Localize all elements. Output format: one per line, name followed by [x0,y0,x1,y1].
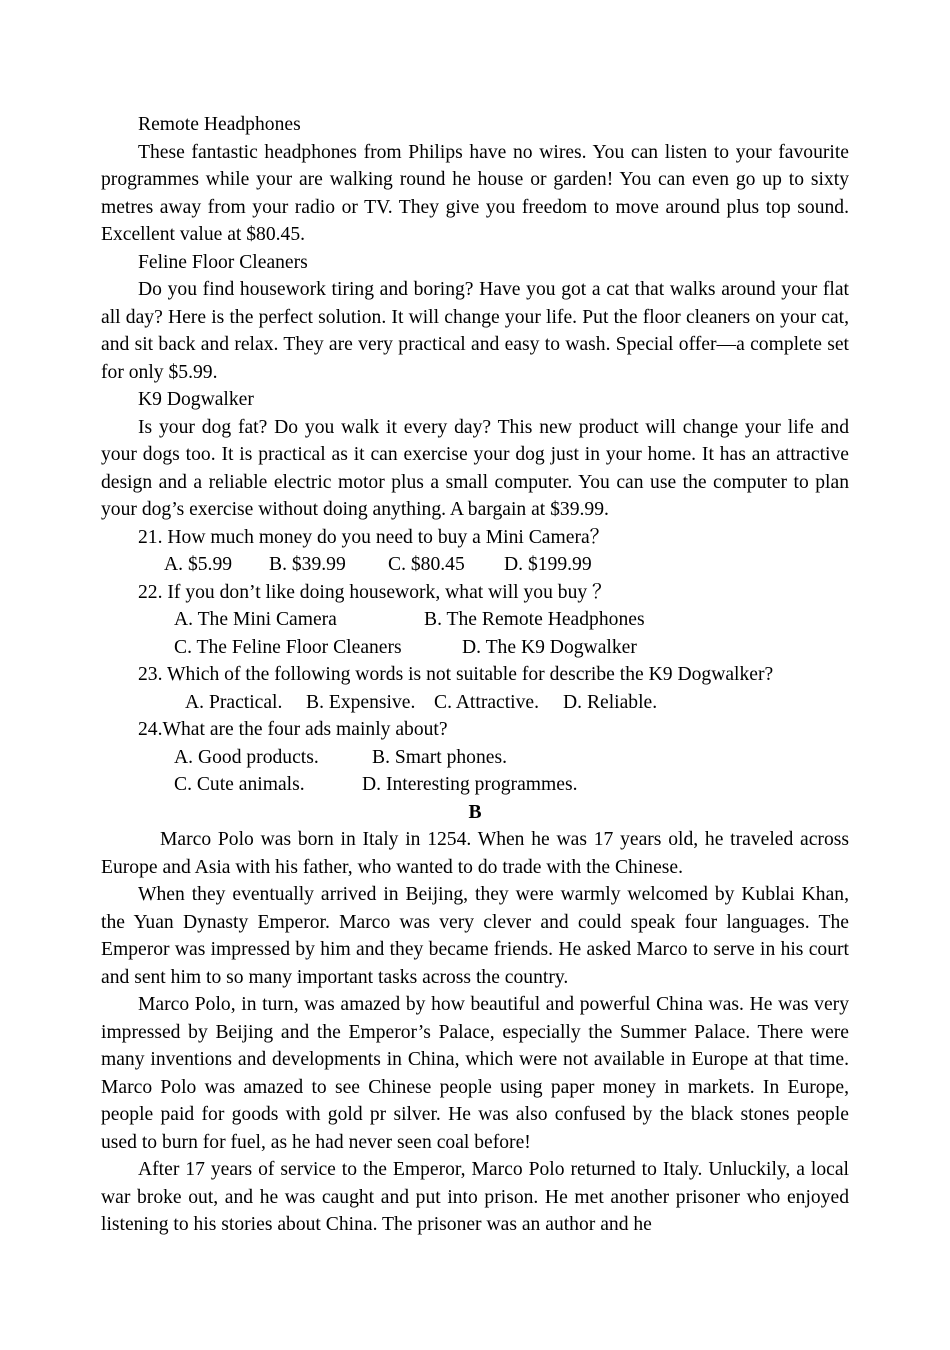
question-24-options-row-2 [101,771,849,799]
question-21-option-c: C. $80.45 [388,554,465,575]
question-22-options-row-1 [101,606,849,634]
question-21-option-a: A. $5.99 [164,554,233,575]
ad-title-remote-headphones: Remote Headphones [138,114,301,135]
ad-body-k9-dogwalker: Is your dog fat? Do you walk it every day? This new product will change your life and your dogs too. It is practical as it can exercise your dog just in your home. It has an attractive design and a reliable electric motor plus a small computer. You can use the computer to plan your dog’s exercise without doing anything. A bargain at $39.99. [101,416,849,520]
question-22-option-d: D. The K9 Dogwalker [462,636,637,658]
question-22-option-b: B. The Remote Headphones [424,609,645,630]
ad-body-remote-headphones: These fantastic headphones from Philips have no wires. You can listen to your favourite programmes while your are walking round he house or garden! You can even go up to sixty metres away from your radio or TV. They give you freedom to move around plus top sound. Excellent value at $80.45. [101,141,849,245]
question-21-option-d: D. $199.99 [504,554,592,575]
question-24-options-row-1 [101,744,849,772]
question-23-option-b: B. Expensive. [306,691,416,713]
document-page [101,111,849,1239]
passage-b-paragraph-2: When they eventually arrived in Beijing, they were warmly welcomed by Kublai Khan, the Yuan Dynasty Emperor. Marco was very clever and could speak four languages. The Emperor was impressed by him and they became friends. He asked Marco to serve in his court and sent him to so many important tasks across the country. [101,884,849,988]
question-23-stem: 23. Which of the following words is not suitable for describe the K9 Dogwalker? [138,664,774,685]
question-22-options-row-2 [101,634,849,662]
question-23-option-c: C. Attractive. [434,691,540,713]
question-23-option-d: D. Reliable. [563,691,658,713]
ad-body-feline-floor-cleaners: Do you find housework tiring and boring? Have you got a cat that walks around your flat all day? Here is the perfect solution. It will change your life. Put the floor cleaners on your cat, and sit back and relax. They are very practical and easy to wash. Special offer—a complete set for only $5.99. [101,279,849,383]
question-24-option-a: A. Good products. [174,746,319,768]
question-23-options [101,689,849,717]
question-24-option-b: B. Smart phones. [372,746,507,768]
question-23-option-a: A. Practical. [185,691,283,713]
question-22-option-c: C. The Feline Floor Cleaners [174,636,402,658]
question-21-stem: 21. How much money do you need to buy a Mini Camera？ [138,526,610,548]
question-22-option-a: A. The Mini Camera [174,609,337,630]
ad-title-k9-dogwalker: K9 Dogwalker [138,389,254,410]
passage-b-paragraph-3: Marco Polo, in turn, was amazed by how beautiful and powerful China was. He was very impressed by Beijing and the Emperor’s Palace, especially the Summer Palace. There were many inventions and developments in China, which were not available in Europe at that time. Marco Polo was amazed to see Chinese people using paper money in markets. In Europe, people paid for goods with gold pr silver. He was also confused by the black stones people used to burn for fuel, as he had never seen coal before! [101,994,849,1153]
question-24-option-d: D. Interesting programmes. [362,774,578,795]
ad-title-feline-floor-cleaners: Feline Floor Cleaners [138,251,308,273]
passage-b-paragraph-1: Marco Polo was born in Italy in 1254. When he was 17 years old, he traveled across Europe and Asia with his father, who wanted to do trade with the Chinese. [101,829,849,878]
question-21-options [101,551,849,579]
question-21-option-b: B. $39.99 [269,554,346,575]
question-22-stem: 22. If you don’t like doing housework, what will you buy ？ [138,581,612,603]
passage-b-paragraph-4: After 17 years of service to the Emperor, Marco Polo returned to Italy. Unluckily, a local war broke out, and he was caught and put into prison. He met another prisoner who enjoyed listening to his stories about China. The prisoner was an author and he [101,1159,849,1235]
question-24-option-c: C. Cute animals. [174,774,305,795]
section-b-heading: B [468,801,482,823]
question-24-stem: 24.What are the four ads mainly about? [138,719,448,740]
